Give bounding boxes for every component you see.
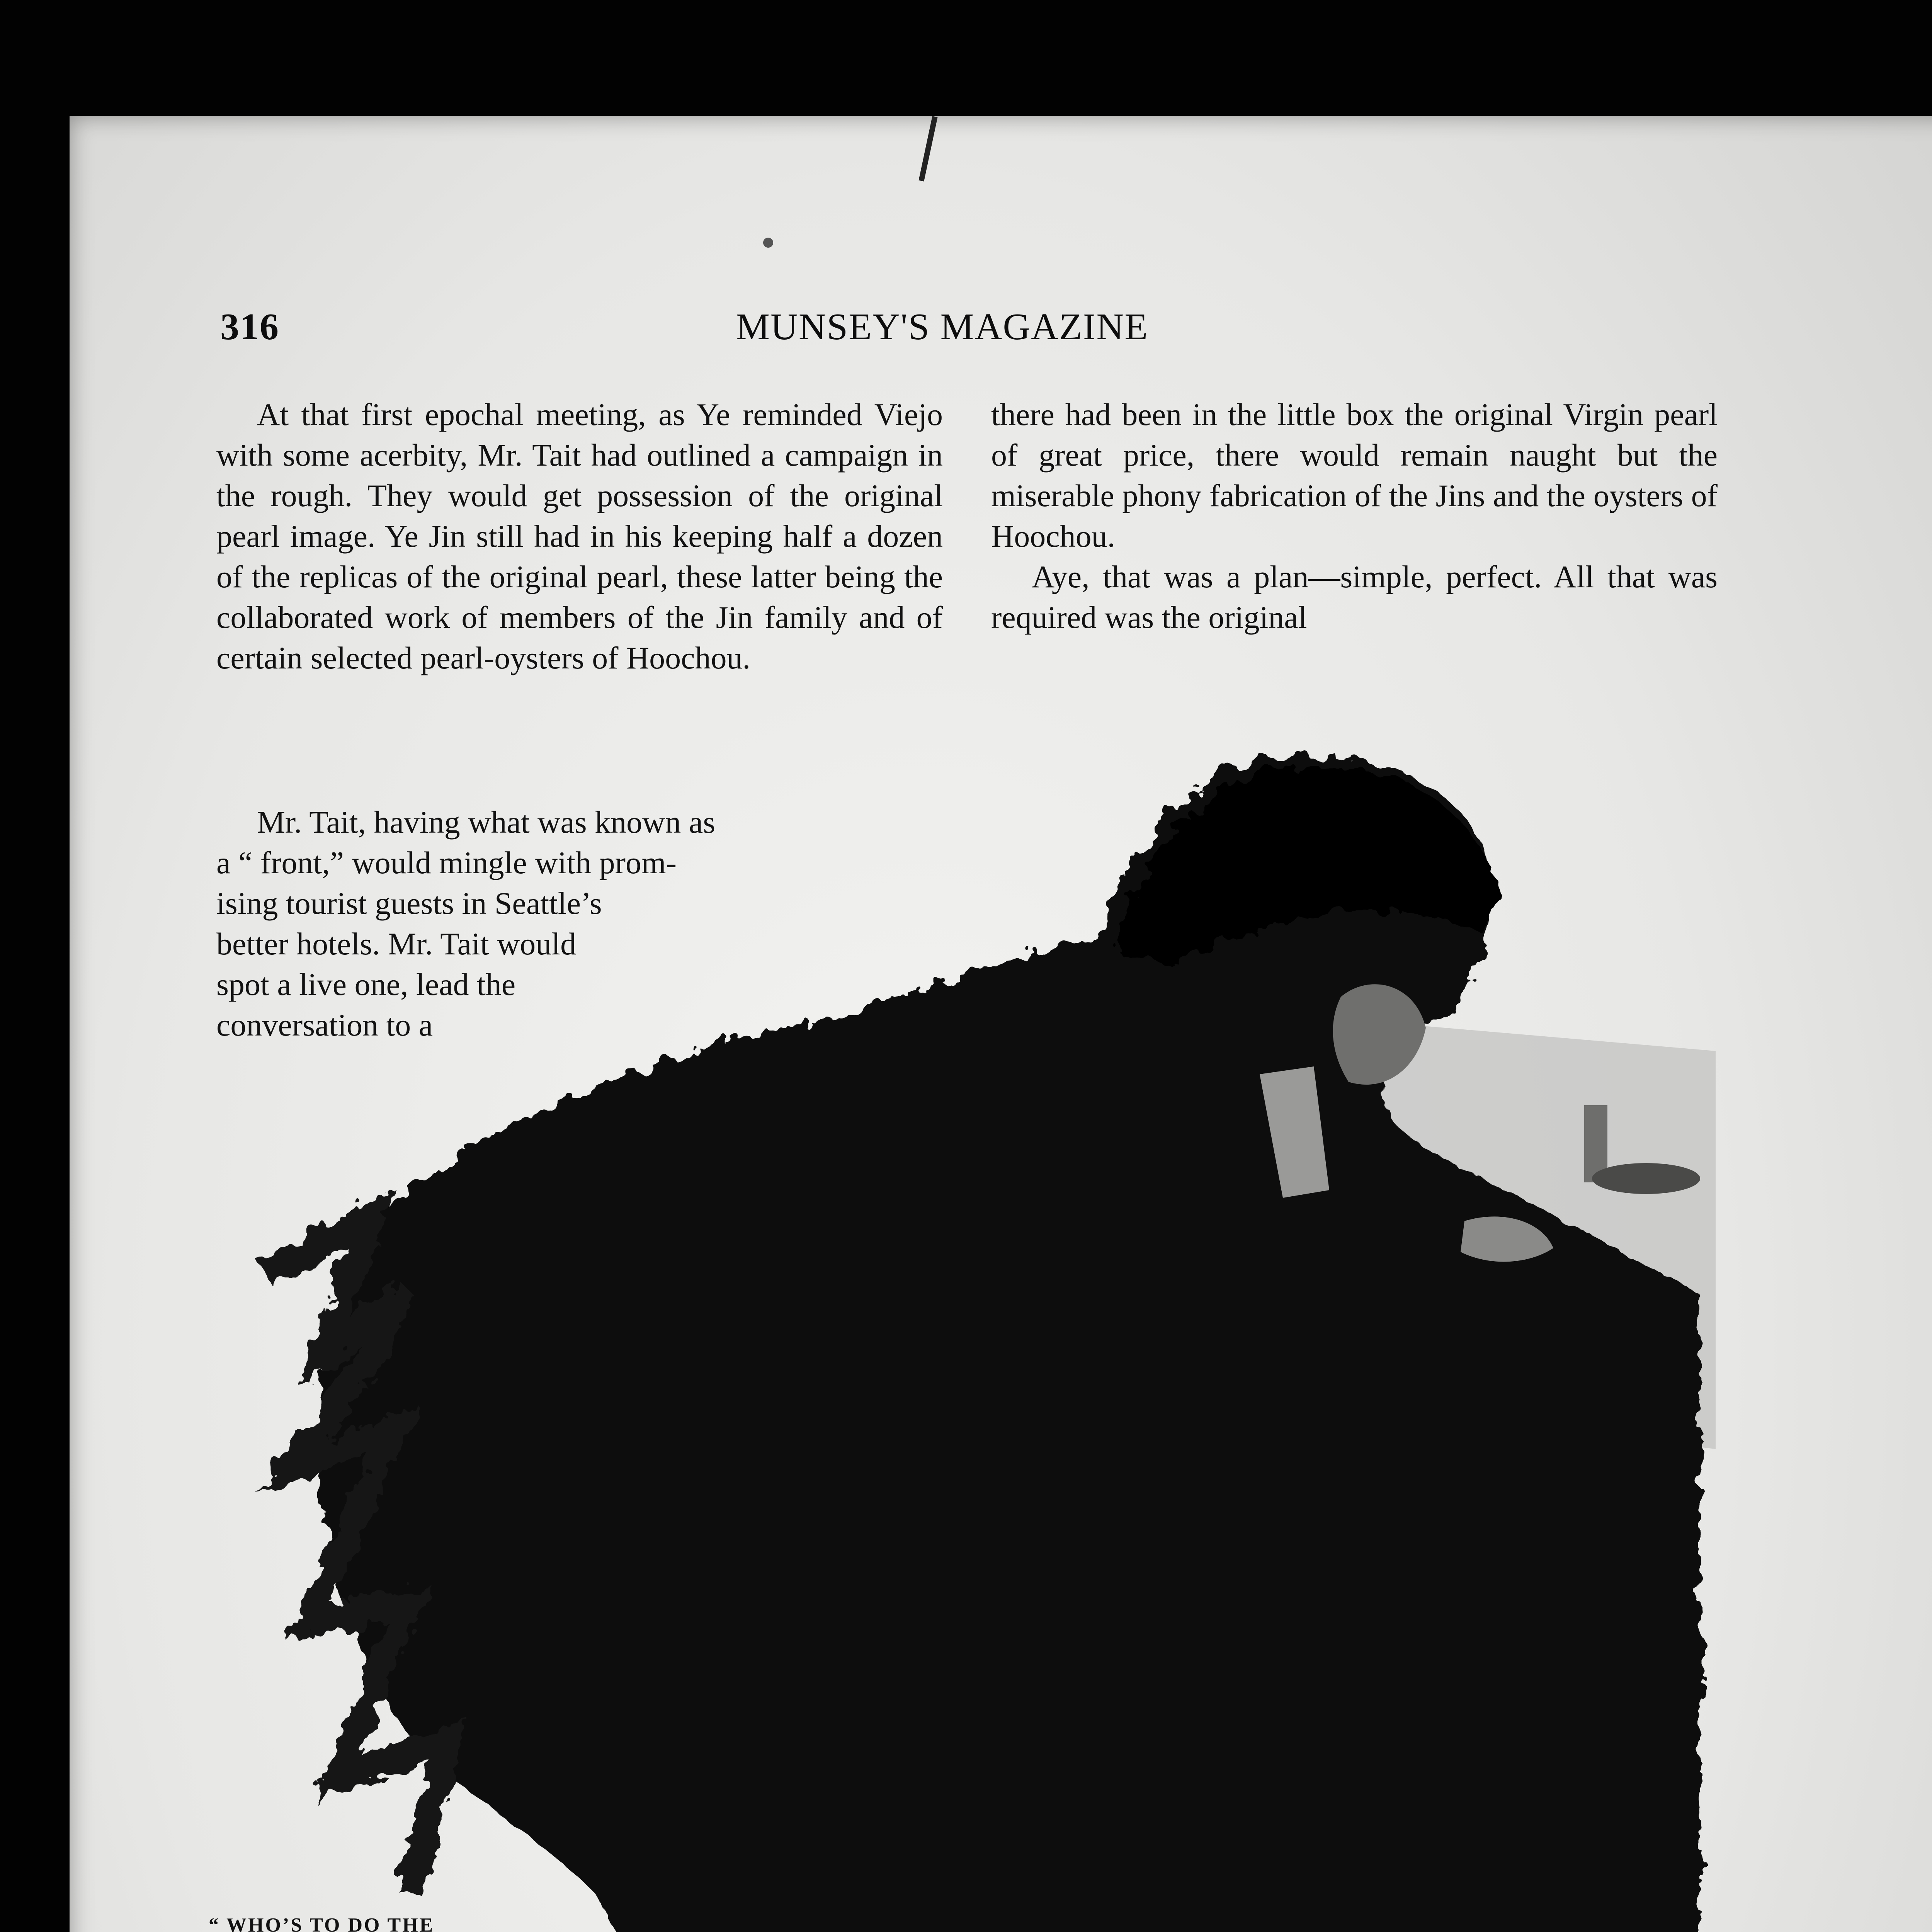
illustration <box>209 734 1739 1932</box>
scan-dot <box>763 238 773 248</box>
paragraph: At that first epochal meeting, as Ye reminded Viejo with some acerbity, Mr. Tait had outlined a campaign in the rough. They would get possession of the original pearl image. Ye Jin still had in his keeping half a dozen of the replicas of the original pearl, these latter being the collaborated work of members of the Jin family and of certain selected pearl-oysters of Hoochou. <box>216 397 943 675</box>
paragraph: Aye, that was a plan—simple, perfect. All that was required was the original <box>991 559 1718 635</box>
table-object <box>1592 1163 1700 1194</box>
wrap-line: Mr. Tait, having what was known as <box>257 804 716 840</box>
illustration-caption <box>209 1913 452 1932</box>
figure-silhouette <box>267 754 1700 1932</box>
wrap-line: ising tourist guests in Seattle’s <box>216 886 602 921</box>
wrap-line: better hotels. Mr. Tait would <box>216 926 577 961</box>
running-title: MUNSEY'S MAGAZINE <box>736 306 1149 348</box>
page-number: 316 <box>220 306 279 348</box>
wrap-line: spot a live one, lead the <box>216 967 516 1002</box>
right-column-top <box>991 394 1718 638</box>
wrap-line: a “ front,” would mingle with prom- <box>216 845 677 880</box>
left-column-top <box>216 394 943 678</box>
caption-line: “ WHO’S TO DO THE <box>209 1914 435 1932</box>
paragraph: there had been in the little box the original Virgin pearl of great price, there would remain naught but the miserable phony fabrication of the Jins and the oysters of Hoochou. <box>991 397 1718 554</box>
wrap-line: conversation to a <box>216 1007 433 1043</box>
